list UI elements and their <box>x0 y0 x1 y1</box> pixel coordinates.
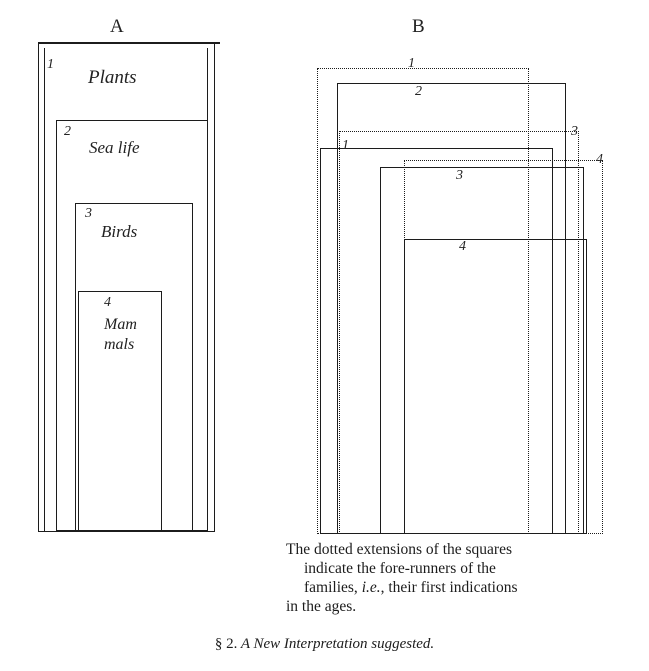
panel-b-solid-number-3: 3 <box>456 168 463 183</box>
caption-line-3-a: families, <box>304 579 362 596</box>
panel-a-layer-4-label-line1: Mam <box>104 316 137 333</box>
panel-b-solid-box-4 <box>404 239 587 534</box>
section-title: A New Interpretation suggested. <box>240 636 435 652</box>
panel-a-top-rule <box>38 42 220 44</box>
panel-a-title: A <box>110 16 125 37</box>
caption-line-2: indicate the fore-runners of the <box>304 560 496 577</box>
panel-b-title: B <box>412 16 426 37</box>
panel-a-layer-3-number: 3 <box>85 206 92 221</box>
panel-b-dotted-number-4: 4 <box>596 152 603 167</box>
caption-line-1: The dotted extensions of the squares <box>286 541 512 558</box>
panel-b-solid-number-4: 4 <box>459 239 466 254</box>
caption-line-4: in the ages. <box>286 598 357 615</box>
panel-a-left-rule-inner <box>44 48 45 532</box>
panel-b-dotted-number-3: 3 <box>571 124 578 139</box>
panel-a-layer-1-number: 1 <box>47 57 54 72</box>
panel-a-right-rule <box>214 42 215 532</box>
panel-a-bottom-rule <box>38 531 215 532</box>
caption-line-3-italic: i.e. <box>361 579 381 596</box>
caption-line-3-b: , their first indications <box>380 579 518 596</box>
panel-a-layer-4-number: 4 <box>104 295 111 310</box>
panel-a-layer-4-label-line2: mals <box>104 336 135 353</box>
panel-b-solid-number-2: 2 <box>415 84 422 99</box>
panel-b-dotted-number-1: 1 <box>408 56 415 71</box>
panel-a-layer-1-label: Plants <box>88 67 137 88</box>
panel-a-left-rule <box>38 42 39 532</box>
panel-a-layer-3-label: Birds <box>101 222 138 241</box>
section-number: § 2. <box>214 636 238 652</box>
figure-caption <box>286 540 626 616</box>
panel-a-layer-2-label: Sea life <box>89 138 140 157</box>
panel-b-solid-number-1: 1 <box>342 138 349 153</box>
section-footer <box>0 636 649 653</box>
panel-a-layer-2-number: 2 <box>64 124 71 139</box>
caption-line-3 <box>286 578 626 597</box>
